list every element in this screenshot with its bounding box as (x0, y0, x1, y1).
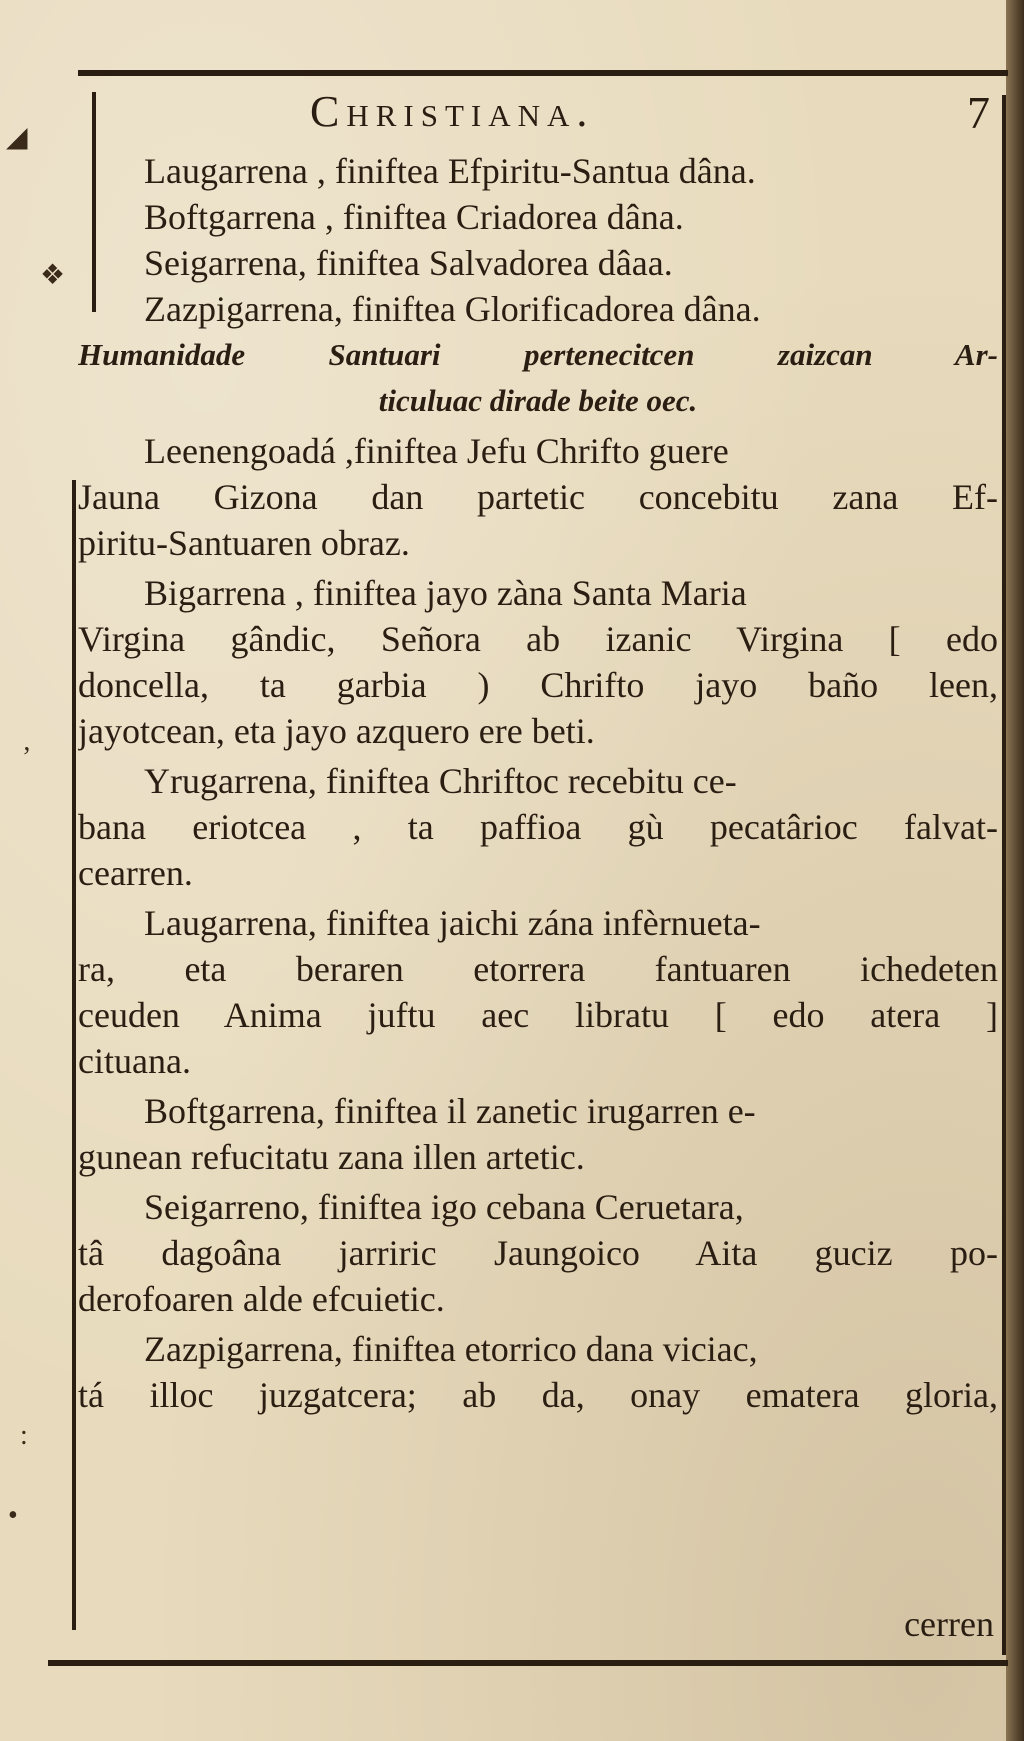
frame-rule-left-lower (72, 480, 76, 1630)
text-line: Zazpigarrena, finiftea etorrico dana viciac, (144, 1329, 758, 1369)
text-line: Seigarreno, finiftea igo cebana Ceruetara, (144, 1187, 744, 1227)
book-gutter (1006, 0, 1024, 1741)
margin-comma-mark-icon: ’ (22, 742, 32, 773)
text-line: Boftgarrena, finiftea il zanetic irugarren e- (144, 1091, 756, 1131)
text-line: ra, eta beraren etorrera fantuaren ichedeten (78, 949, 998, 989)
text-line: piritu-Santuaren obraz. (78, 523, 410, 563)
section-heading-line: ticuluac dirade beite oec. (378, 383, 698, 418)
frame-rule-right (1002, 95, 1006, 1655)
text-line: jayotcean, eta jayo azquero ere beti. (78, 711, 595, 751)
page-number: 7 (967, 87, 990, 138)
margin-smudge-icon: ◢ (6, 122, 28, 153)
catchword: cerren (904, 1604, 994, 1644)
page-header (120, 86, 1000, 146)
text-line: tá illoc juzgatcera; ab da, onay ematera gloria, (78, 1375, 998, 1415)
text-line: bana eriotcea , ta paffioa gù pecatârioc falvat- (78, 807, 998, 847)
margin-ink-mark-icon: ❖ (40, 260, 66, 291)
text-line: tâ dagoâna jarriric Jaungoico Aita guciz po- (78, 1233, 998, 1273)
text-line: gunean refucitatu zana illen artetic. (78, 1137, 585, 1177)
text-line: Laugarrena , finiftea Efpiritu-Santua dâna. (144, 151, 756, 191)
text-line: Laugarrena, finiftea jaichi zána infèrnueta- (144, 903, 761, 943)
page-body (78, 148, 998, 1418)
text-line: ceuden Anima juftu aec libratu [ edo atera ] (78, 995, 998, 1035)
margin-colon-mark-icon: : (20, 1420, 28, 1451)
running-title: Christiana. (310, 87, 595, 136)
text-line: cituana. (78, 1041, 191, 1081)
text-line: Jauna Gizona dan partetic concebitu zana Ef- (78, 477, 998, 517)
text-line: Virgina gândic, Señora ab izanic Virgina [ edo (78, 619, 998, 659)
text-line: Bigarrena , finiftea jayo zàna Santa Maria (144, 573, 747, 613)
margin-dot-mark-icon: • (8, 1500, 18, 1531)
text-line: Seigarrena, finiftea Salvadorea dâaa. (144, 243, 673, 283)
text-line: Leenengoadá ,finiftea Jefu Chrifto guere (144, 431, 729, 471)
text-line: Yrugarrena, finiftea Chriftoc recebitu ce- (144, 761, 737, 801)
text-line: cearren. (78, 853, 193, 893)
text-line: derofoaren alde efcuietic. (78, 1279, 445, 1319)
section-heading-line: Humanidade Santuari pertenecitcen zaizcan Ar- (78, 337, 998, 372)
frame-rule-bottom (48, 1660, 1008, 1666)
text-line: Zazpigarrena, finiftea Glorificadorea dâna. (144, 289, 761, 329)
text-line: Boftgarrena , finiftea Criadorea dâna. (144, 197, 684, 237)
frame-rule-top (78, 70, 1008, 76)
text-line: doncella, ta garbia ) Chrifto jayo baño leen, (78, 665, 998, 705)
